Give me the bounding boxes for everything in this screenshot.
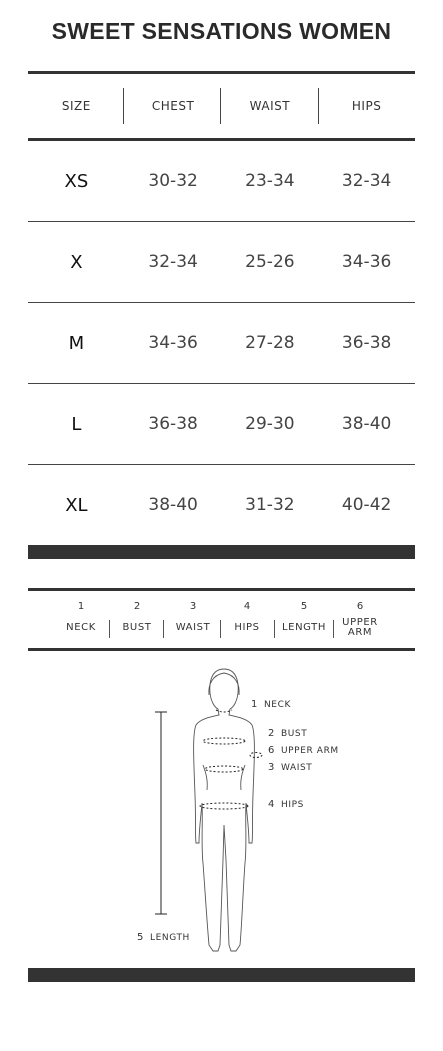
measurement-legend bbox=[28, 591, 415, 649]
figure-label-hips: 4 HIPS bbox=[268, 799, 304, 810]
legend-divider bbox=[274, 620, 275, 638]
chest-cell: 32-34 bbox=[148, 252, 198, 272]
body-figure-diagram bbox=[0, 655, 443, 965]
waist-cell: 29-30 bbox=[245, 414, 295, 434]
chest-cell: 34-36 bbox=[148, 333, 198, 353]
guide-bottom-bar bbox=[28, 968, 415, 982]
header-waist: WAIST bbox=[249, 99, 291, 113]
page-title: SWEET SENSATIONS WOMEN bbox=[51, 18, 392, 44]
legend-waist: 3 WAIST bbox=[175, 601, 211, 633]
size-cell: XL bbox=[65, 494, 88, 516]
figure-label-length: 5 LENGTH bbox=[137, 932, 190, 943]
header-hips: HIPS bbox=[351, 99, 382, 113]
table-bottom-bar bbox=[28, 545, 415, 559]
hips-cell: 34-36 bbox=[341, 252, 392, 272]
table-header bbox=[28, 74, 415, 138]
legend-length: 5 LENGTH bbox=[282, 601, 326, 633]
hips-cell: 40-42 bbox=[341, 495, 392, 515]
figure-label-neck: 1 NECK bbox=[251, 699, 291, 710]
legend-hips: 4 HIPS bbox=[234, 601, 260, 633]
size-cell: XS bbox=[64, 170, 89, 192]
table-row bbox=[28, 303, 415, 383]
table-row bbox=[28, 384, 415, 464]
figure-label-waist: 3 WAIST bbox=[268, 762, 313, 773]
legend-divider bbox=[109, 620, 110, 638]
chest-cell: 36-38 bbox=[148, 414, 198, 434]
waist-cell: 25-26 bbox=[245, 252, 295, 272]
waist-cell: 27-28 bbox=[245, 333, 295, 353]
legend-bust: 2 BUST bbox=[122, 601, 152, 633]
legend-divider bbox=[333, 620, 334, 638]
size-cell: L bbox=[71, 413, 82, 435]
legend-divider bbox=[220, 620, 221, 638]
figure-label-upper-arm: 6 UPPER ARM bbox=[268, 745, 339, 756]
header-size: SIZE bbox=[61, 99, 91, 113]
waist-cell: 31-32 bbox=[245, 495, 295, 515]
header-chest: CHEST bbox=[151, 99, 195, 113]
table-row bbox=[28, 141, 415, 221]
legend-upper-arm: 6 UPPER ARM bbox=[342, 601, 378, 638]
legend-divider bbox=[163, 620, 164, 638]
table-row bbox=[28, 222, 415, 302]
chest-cell: 38-40 bbox=[148, 495, 198, 515]
woman-silhouette-icon bbox=[0, 655, 443, 965]
table-row bbox=[28, 465, 415, 545]
legend-neck: 1 NECK bbox=[66, 601, 96, 633]
size-cell: M bbox=[68, 332, 85, 354]
hips-cell: 36-38 bbox=[341, 333, 392, 353]
waist-cell: 23-34 bbox=[245, 171, 295, 191]
guide-bottom-rule bbox=[28, 648, 415, 651]
hips-cell: 38-40 bbox=[341, 414, 392, 434]
figure-label-bust: 2 BUST bbox=[268, 728, 308, 739]
chest-cell: 30-32 bbox=[148, 171, 198, 191]
hips-cell: 32-34 bbox=[341, 171, 392, 191]
size-cell: X bbox=[70, 251, 83, 273]
